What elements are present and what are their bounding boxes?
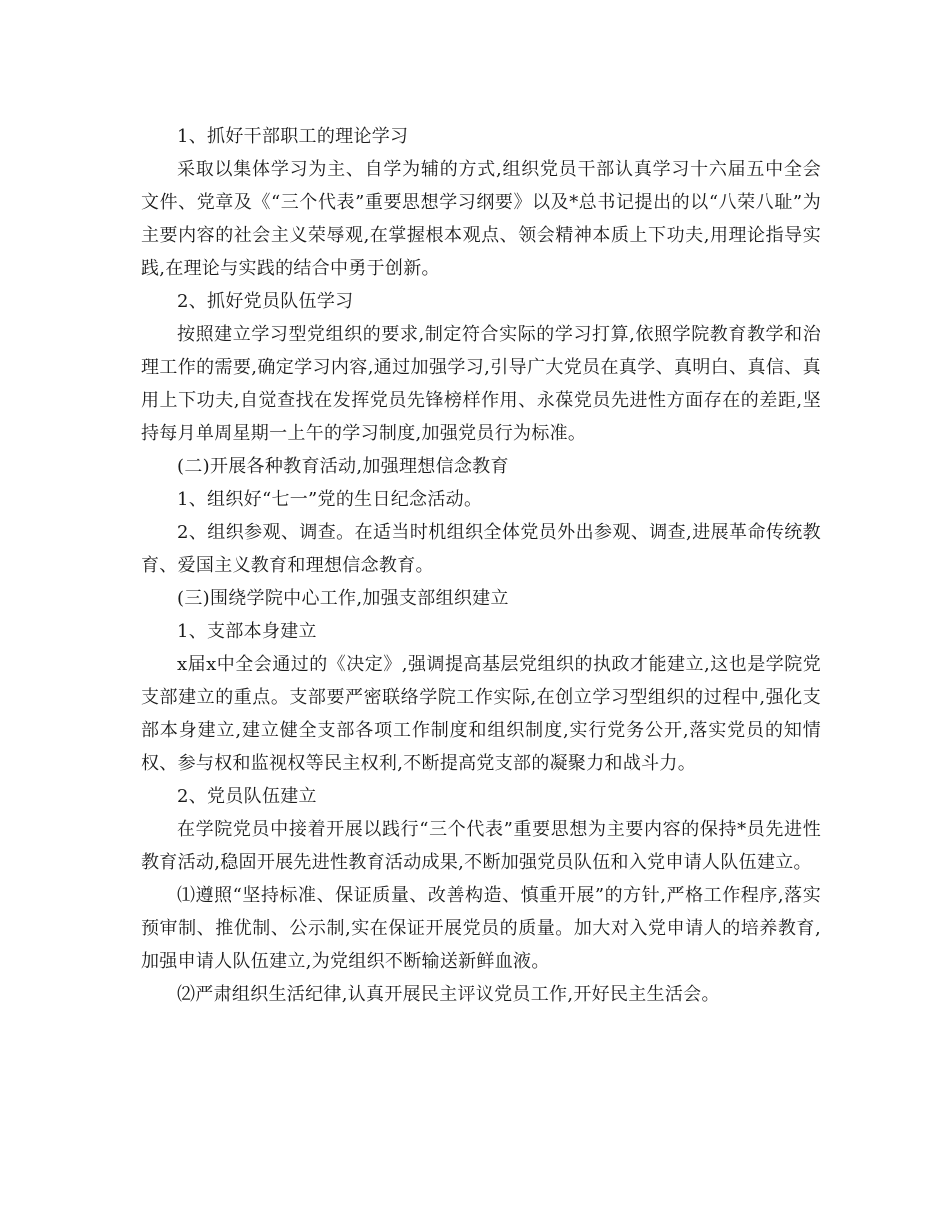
item-july-first-activity: 1、组织好“七一”党的生日纪念活动。 [177, 489, 483, 510]
item-policy-standards: ⑴遵照“坚持标准、保证质量、改善构造、慎重开展”的方针,严格工作程序,落实预审制、推优制、公示制,实在保证开展党员的质量。加大对入党申请人的培养教育,加强申请人队伍建立,为党组织不断输送新鲜血液。 [141, 885, 821, 972]
document-body [141, 120, 821, 1011]
paragraph-member-team-building: 在学院党员中接着开展以践行“三个代表”重要思想为主要内容的保持*员先进性教育活动,稳固开展先进性教育活动成果,不断加强党员队伍和入党申请人队伍建立。 [141, 819, 821, 873]
section-heading-education-activities: (二)开展各种教育活动,加强理想信念教育 [177, 456, 509, 477]
item-organization-discipline: ⑵严肃组织生活纪律,认真开展民主评议党员工作,开好民主生活会。 [177, 984, 720, 1005]
section-heading-branch-building: (三)围绕学院中心工作,加强支部组织建立 [177, 588, 509, 609]
heading-branch-self-building: 1、支部本身建立 [177, 621, 317, 642]
paragraph-member-study: 按照建立学习型党组织的要求,制定符合实际的学习打算,依照学院教育教学和治理工作的需要,确定学习内容,通过加强学习,引导广大党员在真学、真明白、真信、真用上下功夫,自觉查找在发挥党员先锋榜样作用、永葆党员先进性方面存在的差距,坚持每月单周星期一上午的学习制度,加强党员行为标准。 [141, 324, 821, 444]
heading-theory-study: 1、抓好干部职工的理论学习 [177, 126, 409, 147]
heading-member-study: 2、抓好党员队伍学习 [177, 291, 354, 312]
item-visits-investigation: 2、组织参观、调查。在适当时机组织全体党员外出参观、调查,进展革命传统教育、爱国主义教育和理想信念教育。 [141, 522, 821, 576]
paragraph-theory-study: 采取以集体学习为主、自学为辅的方式,组织党员干部认真学习十六届五中全会文件、党章及《“三个代表”重要思想学习纲要》以及*总书记提出的以“八荣八耻”为主要内容的社会主义荣辱观,在掌握根本观点、领会精神本质上下功夫,用理论指导实践,在理论与实践的结合中勇于创新。 [141, 159, 821, 279]
heading-member-team-building: 2、党员队伍建立 [177, 786, 317, 807]
paragraph-branch-self-building: x届x中全会通过的《决定》,强调提高基层党组织的执政才能建立,这也是学院党支部建立的重点。支部要严密联络学院工作实际,在创立学习型组织的过程中,强化支部本身建立,建立健全支部各项工作制度和组织制度,实行党务公开,落实党员的知情权、参与权和监视权等民主权利,不断提高党支部的凝聚力和战斗力。 [141, 654, 821, 774]
